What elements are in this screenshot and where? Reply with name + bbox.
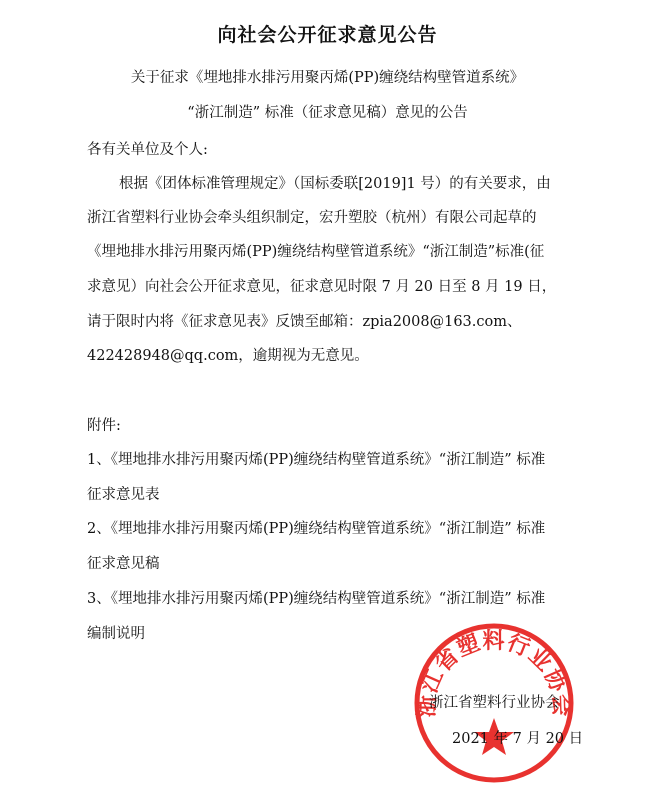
subtitle-line-1: 关于征求《埋地排水排污用聚丙烯(PP)缠绕结构壁管道系统》 [130, 70, 525, 86]
attachment-2-line-1: 2、《埋地排水排污用聚丙烯(PP)缠绕结构壁管道系统》“浙江制造” 标准 [87, 521, 546, 537]
attachments-label: 附件: [87, 418, 121, 434]
salutation: 各有关单位及个人: [87, 142, 208, 158]
attachment-2-line-2: 征求意见稿 [87, 556, 160, 572]
attachment-3-line-2: 编制说明 [87, 626, 145, 642]
body-line-6: 422428948@qq.com，逾期视为无意见。 [87, 348, 369, 364]
body-line-4: 求意见）向社会公开征求意见，征求意见时限 7 月 20 日至 8 月 19 日， [87, 279, 557, 295]
body-line-1: 根据《团体标准管理规定》（国标委联[2019]1 号）的有关要求，由 [119, 176, 551, 192]
attachment-1-line-1: 1、《埋地排水排污用聚丙烯(PP)缠绕结构壁管道系统》“浙江制造” 标准 [87, 452, 546, 468]
attachment-3-line-1: 3、《埋地排水排污用聚丙烯(PP)缠绕结构壁管道系统》“浙江制造” 标准 [87, 591, 546, 607]
seal-text: 浙江省塑料行业协会 [413, 628, 575, 718]
body-line-2: 浙江省塑料行业协会牵头组织制定，宏升塑胶（杭州）有限公司起草的 [87, 210, 537, 226]
attachment-1-line-2: 征求意见表 [87, 487, 160, 503]
signature-organization: 浙江省塑料行业协会 [429, 695, 560, 711]
page-title: 向社会公开征求意见公告 [217, 24, 438, 46]
subtitle-line-2: “浙江制造” 标准（征求意见稿）意见的公告 [187, 105, 468, 121]
body-line-5: 请于限时内将《征求意见表》反馈至邮箱：zpia2008@163.com、 [87, 314, 522, 330]
body-line-3: 《埋地排水排污用聚丙烯(PP)缠绕结构壁管道系统》“浙江制造”标准(征 [87, 244, 545, 260]
signature-date: 2021 年 7 月 20 日 [452, 731, 584, 747]
